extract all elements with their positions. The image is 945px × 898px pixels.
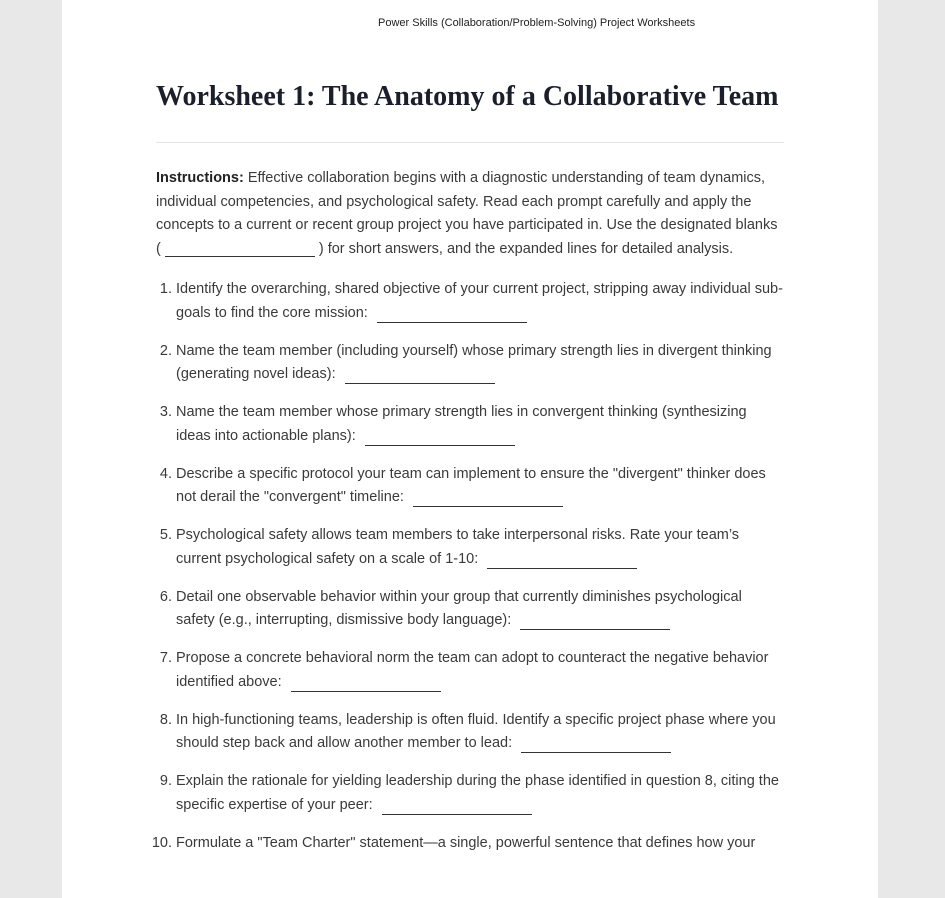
answer-blank-2[interactable] xyxy=(345,367,495,384)
instructions-text: Effective collaboration begins with a diagnostic understanding of team dynamics, individual competencies, and psychological safety. Read each prompt carefully and apply the concepts to a current or recent group project you have participated in. Use the designated blanks ( xyxy=(156,170,778,257)
running-header: Power Skills (Collaboration/Problem-Solving) Project Worksheets xyxy=(378,17,696,29)
instructions-paragraph xyxy=(156,167,784,261)
question-text: Psychological safety allows team members to take interpersonal risks. Rate your team’s current psychological safety on a scale of 1-10: xyxy=(176,527,740,567)
answer-blank-8[interactable] xyxy=(521,736,671,753)
worksheet-content xyxy=(156,78,784,870)
question-1 xyxy=(176,278,784,325)
question-text: Formulate a "Team Charter" statement—a single, powerful sentence that defines how your xyxy=(176,834,756,851)
question-text: Explain the rationale for yielding leadership during the phase identified in question 8, citing the specific expertise of your peer: xyxy=(176,773,779,813)
question-7 xyxy=(176,647,784,694)
answer-blank-6[interactable] xyxy=(520,613,670,630)
answer-blank-3[interactable] xyxy=(365,429,515,446)
instructions-label: Instructions: xyxy=(156,170,244,186)
question-6 xyxy=(176,586,784,633)
answer-blank-9[interactable] xyxy=(382,798,532,815)
title-divider xyxy=(156,142,784,143)
answer-blank-1[interactable] xyxy=(377,306,527,323)
question-text: Describe a specific protocol your team can implement to ensure the "divergent" thinker does not derail the "convergent" timeline: xyxy=(176,465,766,505)
sample-blank xyxy=(165,242,315,257)
question-8 xyxy=(176,709,784,756)
answer-blank-5[interactable] xyxy=(487,552,637,569)
question-10 xyxy=(176,832,784,856)
question-3 xyxy=(176,401,784,448)
question-5 xyxy=(176,524,784,571)
question-list xyxy=(156,278,784,855)
question-text: Name the team member (including yourself) whose primary strength lies in divergent thinking (generating novel ideas): xyxy=(176,342,772,382)
question-text: Identify the overarching, shared objective of your current project, stripping away individual sub-goals to find the core mission: xyxy=(176,281,783,321)
answer-blank-4[interactable] xyxy=(413,490,563,507)
question-text: In high-functioning teams, leadership is often fluid. Identify a specific project phase where you should step back and allow another member to lead: xyxy=(176,711,776,751)
question-4 xyxy=(176,463,784,510)
answer-blank-7[interactable] xyxy=(291,675,441,692)
question-2 xyxy=(176,340,784,387)
question-text: Name the team member whose primary strength lies in convergent thinking (synthesizing ideas into actionable plans): xyxy=(176,404,747,444)
question-text: Detail one observable behavior within your group that currently diminishes psychological safety (e.g., interrupting, dismissive body language): xyxy=(176,588,742,628)
document-page xyxy=(62,0,878,898)
instructions-tail: ) for short answers, and the expanded lines for detailed analysis. xyxy=(318,240,734,257)
worksheet-title: Worksheet 1: The Anatomy of a Collaborative Team xyxy=(156,81,779,112)
question-9 xyxy=(176,770,784,817)
question-text: Propose a concrete behavioral norm the team can adopt to counteract the negative behavior identified above: xyxy=(176,650,769,690)
